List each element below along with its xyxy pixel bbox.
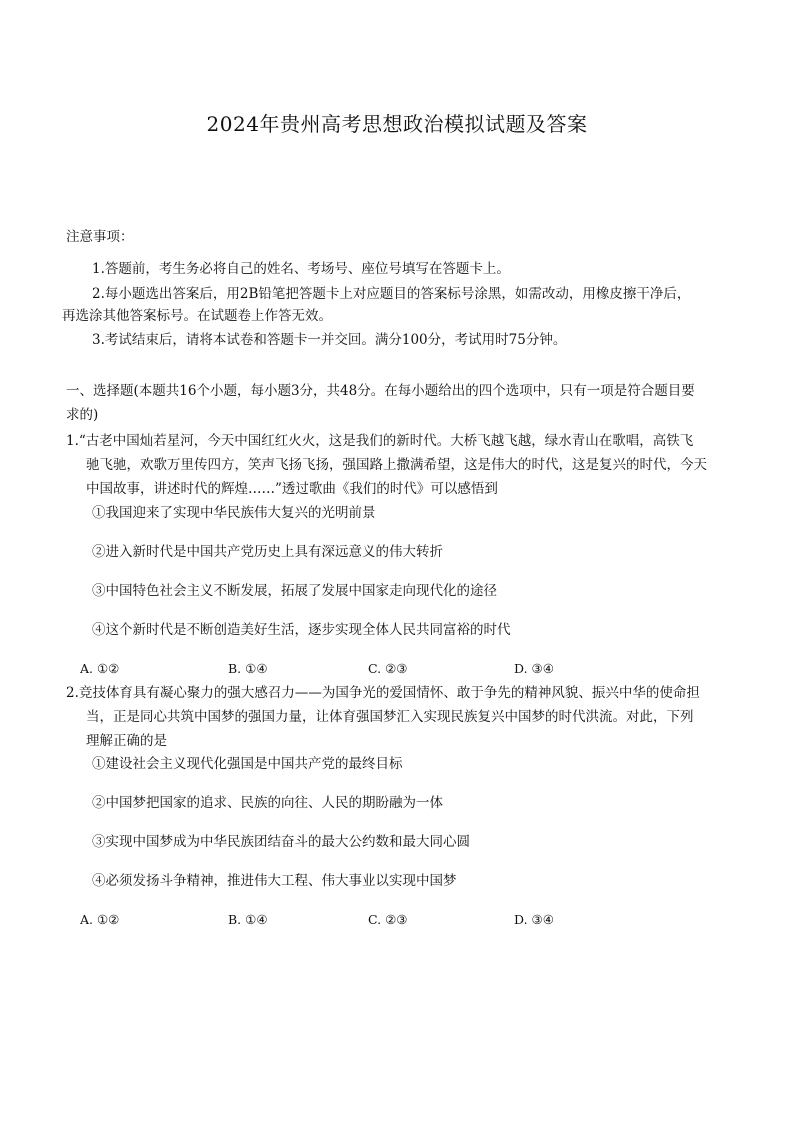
q2-choice-a: A. ①② (80, 912, 120, 927)
q1-item-2: ②进入新时代是中国共产党历史上具有深远意义的伟大转折 (92, 544, 443, 560)
q1-item-1: ①我国迎来了实现中华民族伟大复兴的光明前景 (92, 505, 376, 521)
notice-item-3: 3.考试结束后，请将本试卷和答题卡一并交回。满分100分，考试用时75分钟。 (92, 332, 567, 348)
section-heading-cont: 求的) (66, 407, 99, 423)
q1-choice-b: B. ①④ (228, 661, 268, 676)
q2-choice-c: C. ②③ (368, 912, 408, 927)
q2-choice-d: D. ③④ (514, 912, 554, 927)
q2-item-1: ①建设社会主义现代化强国是中国共产党的最终目标 (92, 756, 403, 772)
page-title: 2024年贵州高考思想政治模拟试题及答案 (206, 112, 588, 136)
q2-stem-line-3: 理解正确的是 (86, 733, 167, 749)
q1-choice-d: D. ③④ (514, 661, 554, 676)
q2-stem-line-1: 2.竞技体育具有凝心聚力的强大感召力——为国争光的爱国情怀、敢于争先的精神风貌、振兴中华的使命担 (66, 685, 700, 701)
q2-item-3: ③实现中国梦成为中华民族团结奋斗的最大公约数和最大同心圆 (92, 834, 470, 850)
q1-item-3: ③中国特色社会主义不断发展，拓展了发展中国家走向现代化的途径 (92, 583, 497, 599)
q2-item-4: ④必须发扬斗争精神，推进伟大工程、伟大事业以实现中国梦 (92, 873, 457, 889)
q1-stem-line-2: 驰飞驰，欢歌万里传四方，笑声飞扬飞扬，强国路上撒满希望，这是伟大的时代，这是复兴的时代，今天 (86, 457, 707, 473)
q2-choice-b: B. ①④ (228, 912, 268, 927)
notice-item-2: 2.每小题选出答案后，用2B铅笔把答题卡上对应题目的答案标号涂黑，如需改动，用橡皮擦干净后， (92, 286, 691, 302)
section-heading: 一、选择题(本题共16个小题，每小题3分，共48分。在每小题给出的四个选项中，只有一项是符合题目要 (66, 383, 695, 399)
q1-stem-line-1: 1.“古老中国灿若星河，今天中国红红火火，这是我们的新时代。大桥飞越飞越，绿水青山在歌唱，高铁飞 (66, 433, 694, 449)
notice-item-1: 1.答题前，考生务必将自己的姓名、考场号、座位号填写在答题卡上。 (92, 261, 510, 277)
q1-stem-line-3: 中国故事，讲述时代的辉煌……”透过歌曲《我们的时代》可以感悟到 (86, 481, 498, 497)
q2-item-2: ②中国梦把国家的追求、民族的向往、人民的期盼融为一体 (92, 795, 443, 811)
q1-choice-a: A. ①② (80, 661, 120, 676)
q1-item-4: ④这个新时代是不断创造美好生活，逐步实现全体人民共同富裕的时代 (92, 622, 511, 638)
notice-item-2-cont: 再选涂其他答案标号。在试题卷上作答无效。 (62, 308, 332, 324)
notice-heading: 注意事项： (66, 229, 134, 245)
q2-stem-line-2: 当，正是同心共筑中国梦的强国力量，让体育强国梦汇入实现民族复兴中国梦的时代洪流。对此，下列 (86, 709, 694, 725)
q1-choice-c: C. ②③ (368, 661, 408, 676)
